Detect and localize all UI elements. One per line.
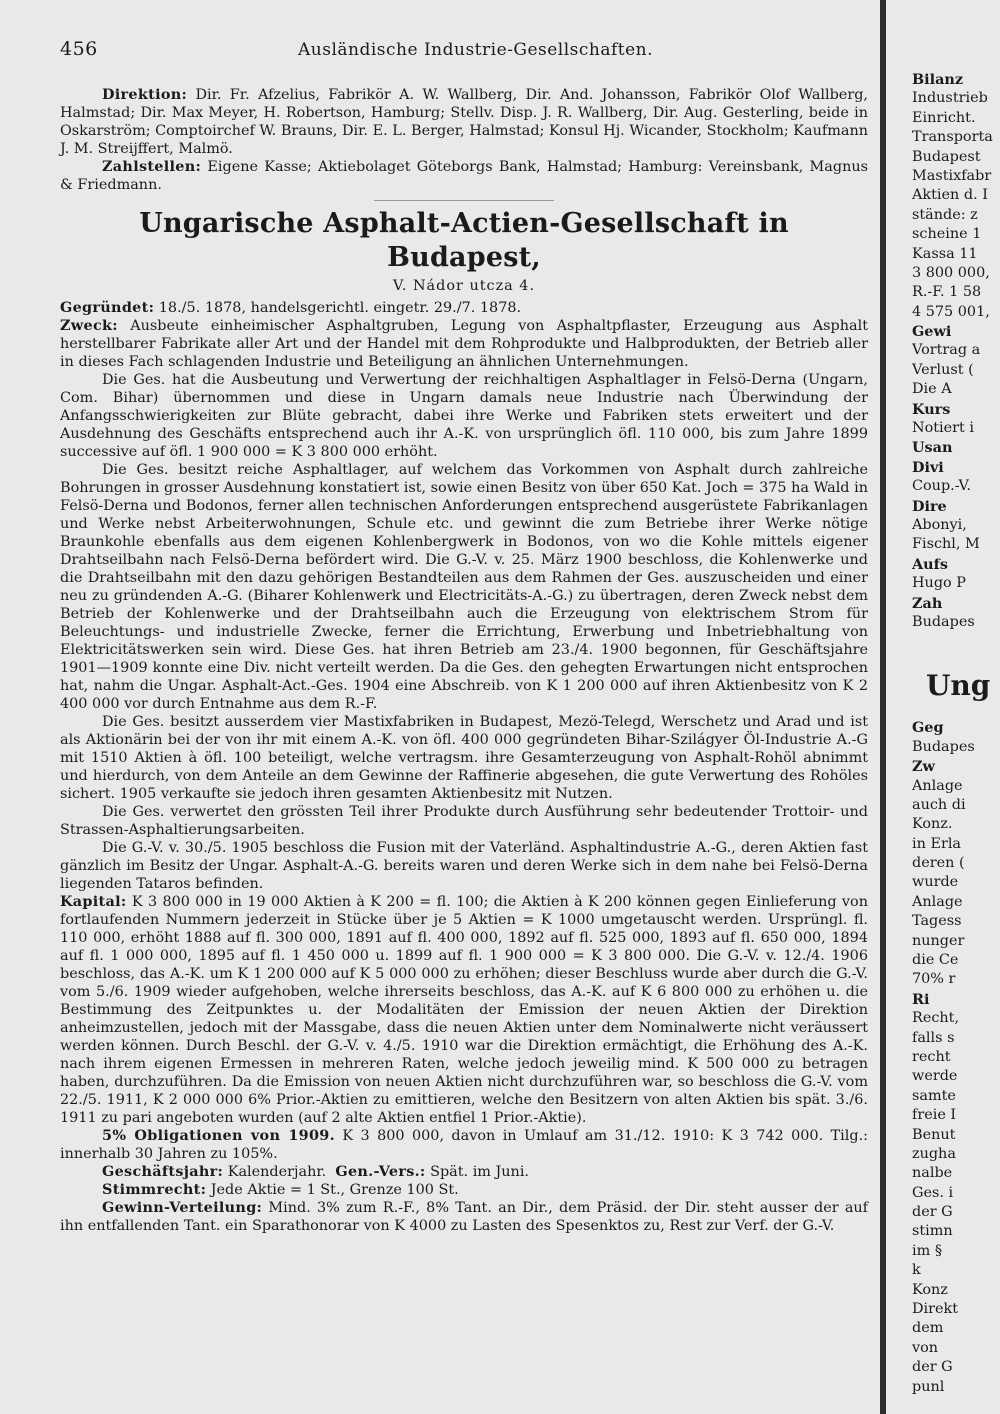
right-line: Usan <box>912 439 953 457</box>
paragraph-mastixfabriken: Die Ges. besitzt ausserdem vier Mastixfabriken in Budapest, Mezö-Telegd, Werschetz und Arad und ist als Aktionärin bei der von ihr mit einem A.-K. von öfl. 400 000 gegründeten Bihar-Szilágyer Öl-Industrie A.-G mit 1510 Aktien à öfl. 100 beteiligt, welche vertragsm. ihre Gesamterzeugung von Asphalt-Rohöl abnimmt und hierdurch, von dem Anteile an dem Gewinne der Raffinerie abgesehen, die gute Verwertung des Rohöles sichert. 1905 verkaufte sie jedoch ihren gesamten Aktienbesitz mit Nutzen. <box>60 714 868 802</box>
gewinn-entry <box>60 1199 868 1235</box>
kapital-entry <box>60 893 868 1127</box>
stimmrecht-entry <box>60 1181 868 1199</box>
right-line: Kurs <box>912 400 951 418</box>
right-line: Tagess <box>912 913 962 930</box>
right-line: Zah <box>912 594 943 612</box>
right-line: Budapes <box>912 738 975 755</box>
right-line: dem <box>912 1320 944 1337</box>
right-line: Verlust ( <box>912 361 974 378</box>
right-line: freie I <box>912 1107 957 1124</box>
right-line: wurde <box>912 874 959 891</box>
right-line: Abonyi, <box>912 516 967 533</box>
right-line: im § <box>912 1242 943 1259</box>
right-line: in Erla <box>912 835 962 852</box>
right-line: Konz. <box>912 816 953 833</box>
right-line: die Ce <box>912 952 959 969</box>
company-title: Ungarische Asphalt-Actien-Gesellschaft in Budapest, <box>139 208 789 273</box>
page-number: 456 <box>60 38 98 60</box>
paragraph-fusion: Die G.-V. v. 30./5. 1905 beschloss die Fusion mit der Vaterländ. Asphaltindustrie A.-G., deren Aktien fast gänzlich im Besitz der Ungar. Asphalt-A.-G. bereits waren und deren Werke sich in dem nahe bei Felsö-Derna liegenden Tataros befinden. <box>60 840 868 892</box>
running-title: Ausländische Industrie-Gesellschaften. <box>298 40 654 60</box>
zweck-text: Ausbeute einheimischer Asphaltgruben, Legung von Asphaltpflaster, Erzeugung aus Asphalt herstellbarer Fabrikate aller Art und der Handel mit dem Rohprodukte und Halbprodukten, der Betrieb aller in dieses Fach schlagenden Industrie und Beteiligung an ähnlichen Unternehmungen. <box>60 318 868 370</box>
right-line: Anlage <box>912 777 963 794</box>
gegruendet-entry <box>60 299 868 317</box>
right-column-fragment <box>912 70 1000 1414</box>
right-line: Vortrag a <box>912 342 981 359</box>
obligationen-label: 5% Obligationen von 1909. <box>102 1127 335 1144</box>
right-line: von <box>912 1339 939 1356</box>
right-line: k <box>912 1262 921 1279</box>
right-line: Notiert i <box>912 420 974 437</box>
right-line: auch di <box>912 796 966 813</box>
right-line: werde <box>912 1068 958 1085</box>
right-line: Bilanz <box>912 71 964 88</box>
zahlstellen-text: Eigene Kasse; Aktiebolaget Göteborgs Bank, Halmstad; Hamburg: Vereinsbank, Magnus & Friedmann. <box>60 159 868 193</box>
column-rule <box>880 0 886 1414</box>
zahlstellen-entry <box>60 158 868 194</box>
right-line: der G <box>912 1204 953 1221</box>
kapital-label: Kapital: <box>60 893 127 910</box>
right-line: stimn <box>912 1223 953 1240</box>
gegruendet-text: 18./5. 1878, handelsgerichtl. eingetr. 29./7. 1878. <box>158 300 522 316</box>
right-line: Fischl, M <box>912 536 980 553</box>
right-line: Gewi <box>912 323 952 341</box>
right-line: nalbe <box>912 1165 953 1182</box>
company-address: V. Nádor utcza 4. <box>392 278 536 294</box>
right-line: stände: z <box>912 206 978 223</box>
right-line: 70% r <box>912 971 956 988</box>
right-line: Transporta <box>912 129 993 146</box>
right-line: Kassa 11 <box>912 245 978 262</box>
zweck-label: Zweck: <box>60 317 118 334</box>
direktion-entry <box>60 86 868 158</box>
genvers-label: Gen.-Vers.: <box>335 1163 426 1180</box>
right-line: falls s <box>912 1029 955 1046</box>
paragraph-asphaltlager: Die Ges. besitzt reiche Asphaltlager, auf welchem das Vorkommen von Asphalt durch zahlreiche Bohrungen in grosser Ausdehnung konstatiert ist, sowie einen Besitz von über 650 Kat. Joch = 375 ha Wald in Felsö-Derna und Bodonos, ferner allen technischen Anforderungen entsprechend ausgerüstete Fabrikanlagen und Werke nebst Arbeiterwohnungen, Schule etc. und gewinnt die zum Betriebe ihrer Werke nötige Braunkohle ebenfalls aus dem eigenen Kohlenbergwerk in Bodonos, von wo die Kohle mittels eigener Drahtseilbahn nach Felsö-Derna befördert wird. Die G.-V. v. 25. März 1900 beschloss, die Kohlenwerke und die Drahtseilbahn mit den dazu gehörigen Bestandteilen aus dem Rahmen der Ges. auszuscheiden und einer neu zu gründenden A.-G. (Biharer Kohlenwerk und Electricitäts-A.-G.) zu übertragen, deren Zweck nebst dem Betrieb der Kohlenwerke und der Drahtseilbahn auch die Erzeugung von elektrischem Strom für Beleuchtungs- und industrielle Zwecke, ferner die Errichtung, Erwerbung und Inbetriebhaltung von Elektricitätswerken sein wird. Diese Ges. hat ihren Betrieb am 23./4. 1900 begonnen, für Geschäftsjahre 1901—1909 konnte eine Div. nicht verteilt werden. Da die Ges. den gehegten Erwartungen nicht entsprochen hat, nahm die Ungar. Asphalt-Act.-Ges. 1904 eine Abschreib. von K 1 200 000 auf ihren Aktienbesitz von K 2 400 000 vor durch Entnahme aus dem R.-F. <box>60 462 868 712</box>
genvers-text: Spät. im Juni. <box>430 1164 529 1180</box>
zweck-entry <box>60 317 868 371</box>
right-line: R.-F. 1 58 <box>912 284 982 301</box>
right-line: Einricht. <box>912 109 976 126</box>
right-line: Die A <box>912 381 952 398</box>
paragraph-ausbeutung: Die Ges. hat die Ausbeutung und Verwertung der reichhaltigen Asphaltlager in Felsö-Derna (Ungarn, Com. Bihar) übernommen und diese in Ungarn damals neue Industrie nach Überwindung der Anfangsschwierigkeiten zur Blüte gebracht, dabei ihre Werke und Fabriken stets erweitert und der Ausdehnung des Geschäfts entsprechend auch ihr A.-K. von ursprünglich öfl. 110 000, bis zum Jahre 1899 successive auf öfl. 1 900 000 = K 3 800 000 erhöht. <box>60 372 868 460</box>
right-line: Aktien d. I <box>912 187 988 204</box>
zahlstellen-label: Zahlstellen: <box>102 158 202 175</box>
section-divider <box>374 200 554 201</box>
right-line: samte <box>912 1087 956 1104</box>
right-line: Industrieb <box>912 90 988 107</box>
right-line: zugha <box>912 1145 956 1162</box>
gegruendet-label: Gegründet: <box>60 299 155 316</box>
right-line: Aufs <box>912 555 948 573</box>
gewinn-text: Mind. 3% zum R.-F., 8% Tant. an Dir., dem Präsid. der Dir. steht ausser der auf ihn entfallenden Tant. ein Sparathonorar von K 4000 zu Lasten des Spesenktos zu, Rest zur Verf. der G.-V. <box>60 1200 869 1234</box>
right-line: Coup.-V. <box>912 478 971 495</box>
right-line: deren ( <box>912 855 965 872</box>
right-line: Ges. i <box>912 1184 954 1201</box>
right-line: Konz <box>912 1281 948 1298</box>
right-line: 3 800 000, <box>912 264 990 281</box>
right-line: Budapest <box>912 148 981 165</box>
right-line: punl <box>912 1378 945 1395</box>
obligationen-text: K 3 800 000, davon in Umlauf am 31./12. 1910: K 3 742 000. Tilg.: innerhalb 30 Jahren zu 105%. <box>60 1128 869 1162</box>
right-line: Zw <box>912 758 935 776</box>
obligationen-entry <box>60 1127 868 1163</box>
right-line: nunger <box>912 932 965 949</box>
right-line: Mastixfabr <box>912 167 992 184</box>
right-line: der G <box>912 1359 953 1376</box>
geschaeftsjahr-label: Geschäftsjahr: <box>102 1163 224 1180</box>
paragraph-produkte: Die Ges. verwertet den grössten Teil ihrer Produkte durch Ausführung sehr bedeutender Trottoir- und Strassen-Asphaltierungsarbeiten. <box>60 804 868 838</box>
right-line: Hugo P <box>912 575 966 592</box>
right-line: Benut <box>912 1126 956 1143</box>
stimmrecht-text: Jede Aktie = 1 St., Grenze 100 St. <box>210 1182 459 1198</box>
direktion-text: Dir. Fr. Afzelius, Fabrikör A. W. Wallberg, Dir. And. Johansson, Fabrikör Olof Wallberg, Halmstad; Dir. Max Meyer, H. Robertson, Hamburg; Stellv. Disp. J. R. Wallberg, Dir. Aug. Gesterling, beide in Oskarström; Comptoirchef W. Brauns, Dir. E. L. Berger, Halmstad; Konsul Hj. Wicander, Stockholm; Kaufmann J. M. Streijffert, Malmö. <box>60 87 868 157</box>
right-line: scheine 1 <box>912 226 982 243</box>
geschaeftsjahr-text: Kalenderjahr. <box>227 1164 327 1180</box>
right-line: Ri <box>912 990 930 1008</box>
page-header <box>60 38 870 62</box>
main-column <box>60 86 868 1235</box>
right-line: Geg <box>912 719 944 737</box>
right-line: recht <box>912 1048 951 1065</box>
gewinn-label: Gewinn-Verteilung: <box>102 1199 263 1216</box>
right-line: Dire <box>912 497 947 515</box>
geschaeftsjahr-entry <box>60 1163 868 1181</box>
stimmrecht-label: Stimmrecht: <box>102 1181 207 1198</box>
right-line: Divi <box>912 458 944 476</box>
kapital-text: K 3 800 000 in 19 000 Aktien à K 200 = fl. 100; die Aktien à K 200 können gegen Einlieferung von fortlaufenden Nummern jederzeit in Stücke über je 5 Aktien = K 1000 umgetauscht werden. Ursprüngl. fl. 110 000, erhöht 1888 auf fl. 300 000, 1891 auf fl. 400 000, 1892 auf fl. 525 000, 1893 auf fl. 650 000, 1894 auf fl. 1 000 000, 1895 auf fl. 1 450 000 u. 1899 auf fl. 1 900 000 = K 3 800 000. Die G.-V. v. 12./4. 1906 beschloss, das A.-K. um K 1 200 000 auf K 5 000 000 zu erhöhen; dieser Beschluss wurde aber durch die G.-V. vom 5./6. 1909 wieder aufgehoben, welche ihrerseits beschloss, das A.-K. auf K 6 800 000 zu erhöhen u. die Bestimmung des Zeitpunktes u. der Modalitäten der Emission der neuen Aktien der Direktion anheimzustellen, jedoch mit der Massgabe, dass die neuen Aktien unter dem Nominalwerte nicht veräussert werden können. Durch Beschl. der G.-V. v. 4./5. 1910 war die Direktion ermächtigt, die Erhöhung des A.-K. nach ihrem eigenen Ermessen in mehreren Raten, welche jedoch jeweilig mind. K 500 000 zu betragen haben, durchzuführen. Da die Emission von neuen Aktien nicht durchzuführen war, so beschloss die G.-V. vom 22./5. 1911, K 2 000 000 6% Prior.-Aktien zu emittieren, welche den Besitzern von alten Aktien bis spät. 3./6. 1911 zu pari angeboten wurden (auf 2 alte Aktien entfiel 1 Prior.-Aktie). <box>60 894 868 1126</box>
right-line: Budapes <box>912 613 975 630</box>
direktion-label: Direktion: <box>102 86 188 103</box>
right-line: Anlage <box>912 893 963 910</box>
right-line: Direkt <box>912 1301 959 1318</box>
right-line: Recht, <box>912 1010 960 1027</box>
right-title-fragment: Ung <box>926 669 991 703</box>
right-line: 4 575 001, <box>912 303 990 320</box>
